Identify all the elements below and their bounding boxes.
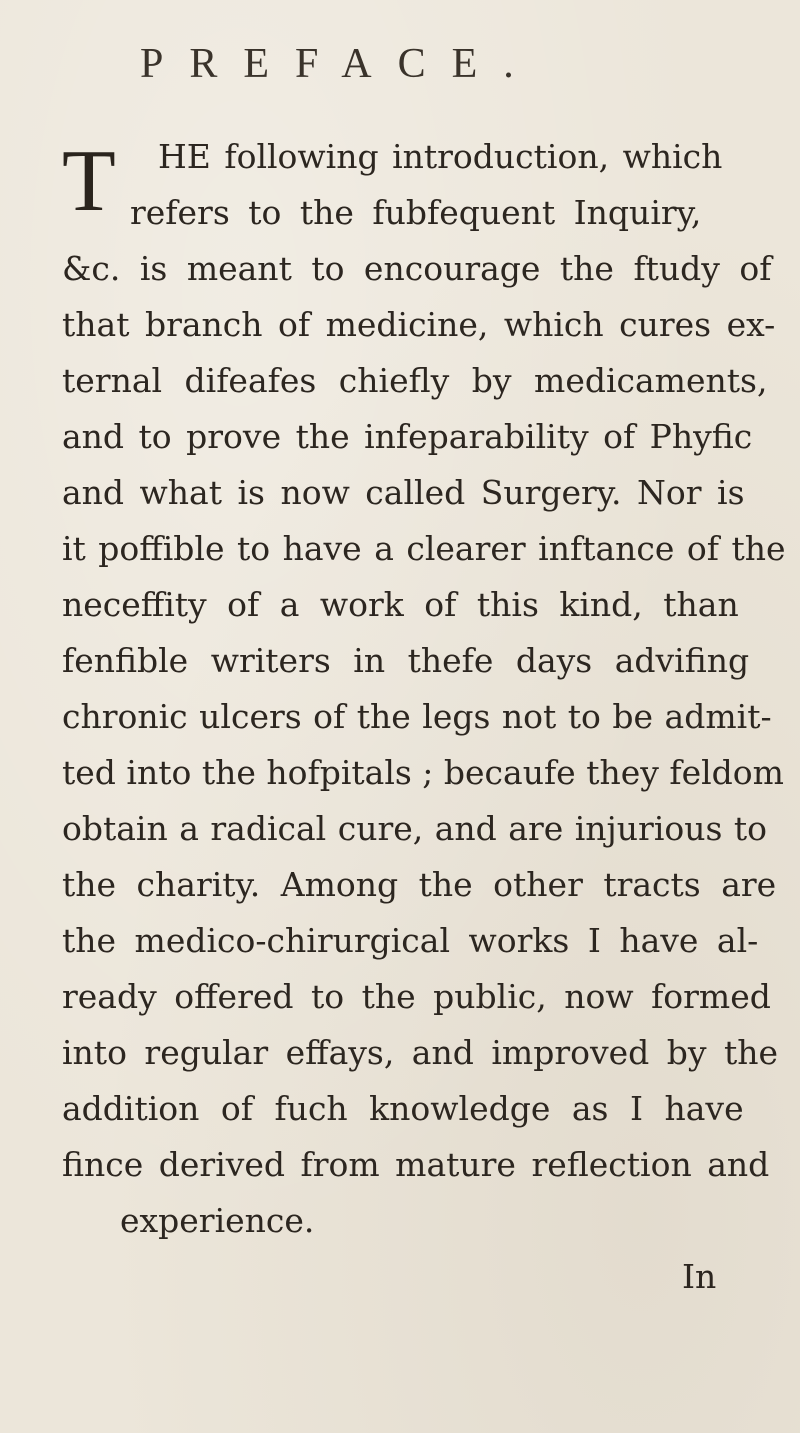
- text-line-2: refers to the fubfequent Inquiry,: [130, 193, 702, 232]
- text-line-3: &c. is meant to encourage the ftudy of: [62, 249, 772, 288]
- text-line-10: fenfible writers in thefe days advifing: [62, 641, 750, 680]
- text-line-7: and what is now called Surgery. Nor is: [62, 473, 745, 512]
- text-line-16: ready offered to the public, now formed: [62, 977, 771, 1016]
- text-line-8: it poffible to have a clearer inftance of the: [62, 529, 786, 568]
- text-line-17: into regular effays, and improved by the: [62, 1033, 779, 1072]
- text-line-5: ternal difeafes chiefly by medicaments,: [62, 361, 768, 400]
- text-line-12: ted into the hofpitals ; becaufe they feldom: [62, 753, 784, 792]
- text-line-4: that branch of medicine, which cures ex-: [62, 305, 776, 344]
- text-line-18: addition of fuch knowledge as I have: [62, 1089, 744, 1128]
- text-line-14: the charity. Among the other tracts are: [62, 865, 777, 904]
- page-heading: PREFACE.: [140, 41, 540, 87]
- text-line-11: chronic ulcers of the legs not to be admit-: [62, 697, 772, 736]
- text-line-13: obtain a radical cure, and are injurious to: [62, 809, 768, 848]
- text-line-9: neceffity of a work of this kind, than: [62, 585, 739, 624]
- text-line-1: HE following introduction, which: [158, 137, 723, 176]
- text-line-20: experience.: [120, 1201, 315, 1240]
- drop-cap: T: [62, 133, 116, 230]
- text-line-6: and to prove the infeparability of Phyfic: [62, 417, 753, 456]
- text-line-19: fince derived from mature reflection and: [62, 1145, 770, 1184]
- text-line-15: the medico-chirurgical works I have al-: [62, 921, 759, 960]
- catchword: In: [682, 1257, 717, 1296]
